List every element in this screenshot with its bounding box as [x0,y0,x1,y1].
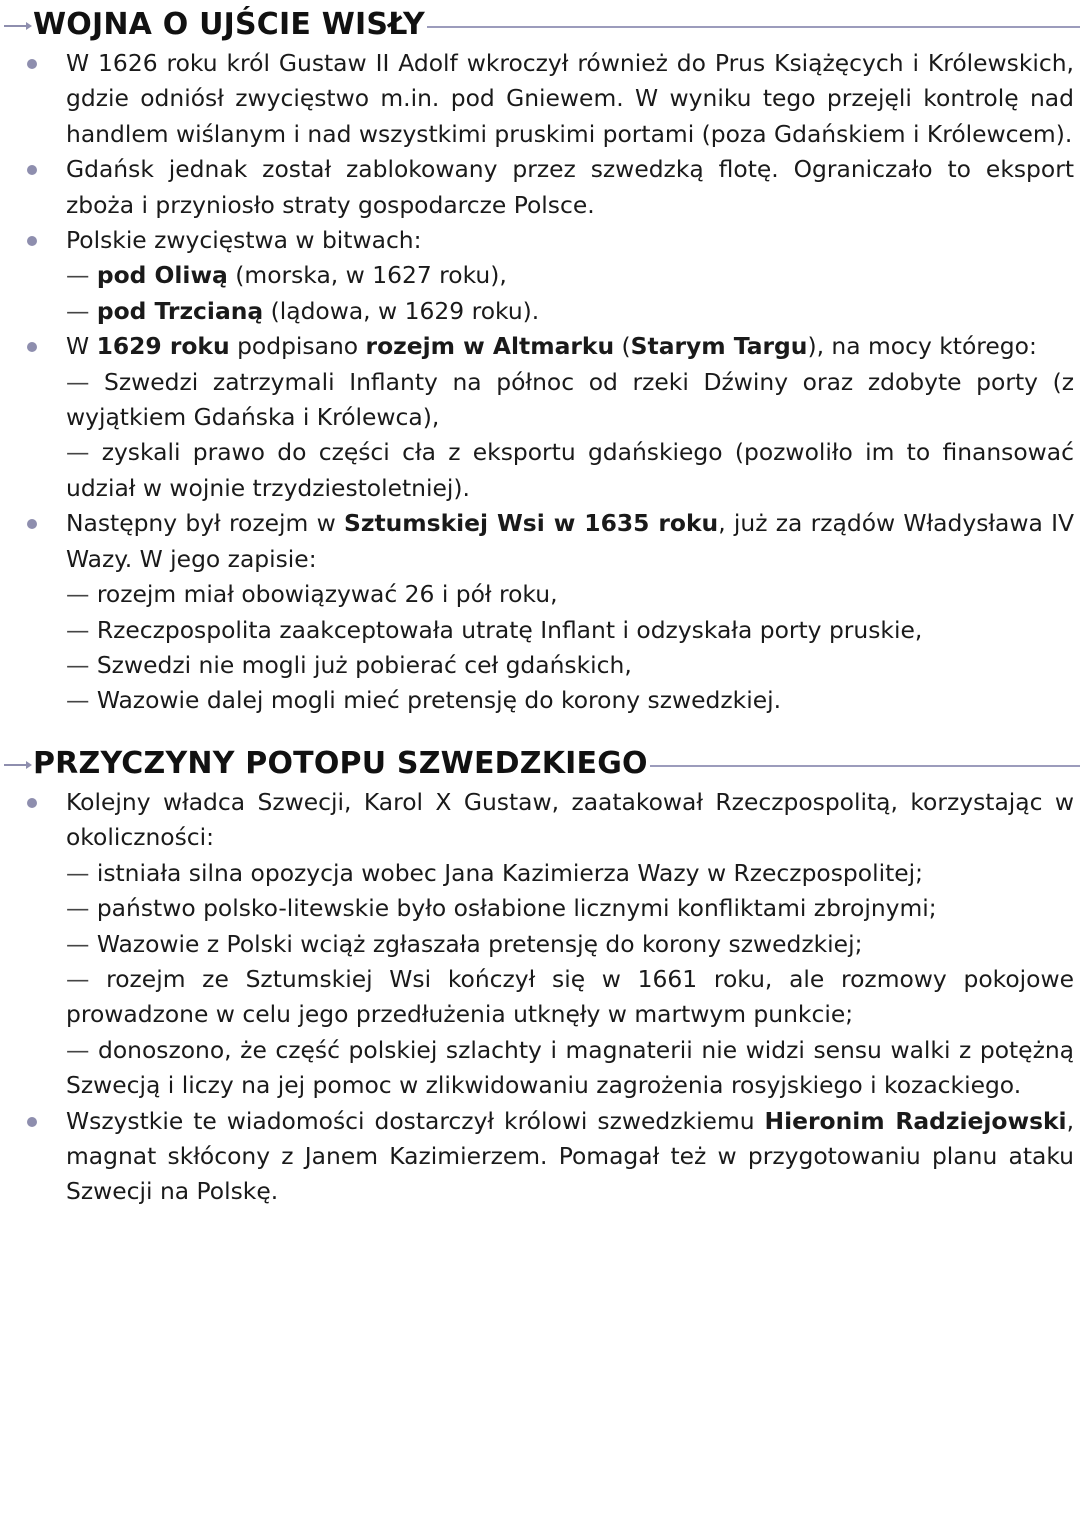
bullet-item [0,329,1080,506]
sub-item: — rozejm ze Sztumskiej Wsi kończył się w 1661 roku, ale rozmowy pokojowe prowadzone w celu jego przedłużenia utknęły w martwym punkcie; [66,965,1074,1029]
bullet-item [0,223,1080,329]
bullet-icon [27,519,37,529]
sub-item: — pod Trzcianą (lądowa, w 1629 roku). [66,296,540,325]
sub-item: — donoszono, że część polskiej szlachty i magnaterii nie widzi sensu walki z potężną Szwecją i liczy na jej pomoc w zlikwidowaniu zagrożenia rosyjskiego i kozackiego. [66,1035,1075,1100]
heading-divider [650,765,1080,767]
battle-name: pod Trzcianą [96,296,264,325]
sub-item: — Szwedzi nie mogli już pobierać ceł gdańskich, [66,650,632,679]
bullet-list [0,785,1080,1210]
bullet-icon [27,798,37,808]
bullet-text: Wszystkie te wiadomości dostarczył królowi szwedzkiemu Hieronim Radziejowski, magnat skłócony z Janem Kazimierzem. Pomagał też w przygotowaniu planu ataku Szwecji na Polskę. [66,1106,1074,1206]
section-przyczyny-potopu [0,741,1080,1210]
bullet-icon [27,59,37,69]
sub-item: — Wazowie dalej mogli mieć pretensję do korony szwedzkiej. [66,686,782,715]
bullet-text: Następny był rozejm w Sztumskiej Wsi w 1635 roku, już za rządów Władysława IV Wazy. W jego zapisie: [66,509,1074,573]
bullet-text: Gdańsk jednak został zablokowany przez szwedzką flotę. Ograniczało to eksport zboża i przyniosło straty gospodarcze Polsce. [66,155,1074,219]
bullet-item [0,506,1080,718]
bullet-text: Kolejny władca Szwecji, Karol X Gustaw, zaatakował Rzeczpospolitą, korzystając w okoliczności: [66,788,1074,852]
sub-item: — państwo polsko-litewskie było osłabione licznymi konfliktami zbrojnymi; [66,894,937,923]
section-heading [0,2,1080,46]
bullet-text: Polskie zwycięstwa w bitwach: [66,226,422,255]
section-title: PRZYCZYNY POTOPU SZWEDZKIEGO [33,745,648,781]
section-heading [0,741,1080,785]
bullet-item [0,152,1080,223]
heading-divider [427,26,1080,28]
bullet-item [0,46,1080,152]
sub-item: — zyskali prawo do części cła z eksportu gdańskiego (pozwoliło im to finansować udział w wojnie trzydziestoletniej). [66,438,1074,502]
bullet-icon [27,165,37,175]
battle-name: pod Oliwą [96,261,228,290]
section-wojna-o-ujscie-wisly [0,2,1080,719]
bullet-list [0,46,1080,719]
sub-item: — istniała silna opozycja wobec Jana Kazimierza Wazy w Rzeczpospolitej; [66,858,924,887]
sub-item: — Szwedzi zatrzymali Inflanty na północ od rzeki Dźwiny oraz zdobyte porty (z wyjątkiem Gdańska i Królewca), [66,367,1074,432]
sub-item: — pod Oliwą (morska, w 1627 roku), [66,261,507,290]
bullet-icon [27,342,37,352]
sub-item: — Wazowie z Polski wciąż zgłaszała pretensję do korony szwedzkiej; [66,929,863,958]
bullet-icon [27,236,37,246]
bullet-item [0,1104,1080,1210]
bullet-text: W 1626 roku król Gustaw II Adolf wkroczył również do Prus Książęcych i Królewskich, gdzie odniósł zwycięstwo m.in. pod Gniewem. W wyniku tego przejęli kontrolę nad handlem wiślanym i nad wszystkimi pruskimi portami (poza Gdańskiem i Królewcem). [66,49,1074,148]
sub-item: — Rzeczpospolita zaakceptowała utratę Inflant i odzyskała porty pruskie, [66,615,923,644]
arrow-right-icon [4,761,32,769]
bullet-item [0,785,1080,1104]
section-title: WOJNA O UJŚCIE WISŁY [33,6,425,42]
bullet-icon [27,1117,37,1127]
sub-item: — rozejm miał obowiązywać 26 i pół roku, [66,580,558,609]
arrow-right-icon [4,22,32,30]
bullet-text: W 1629 roku podpisano rozejm w Altmarku (Starym Targu), na mocy którego: [66,332,1037,361]
